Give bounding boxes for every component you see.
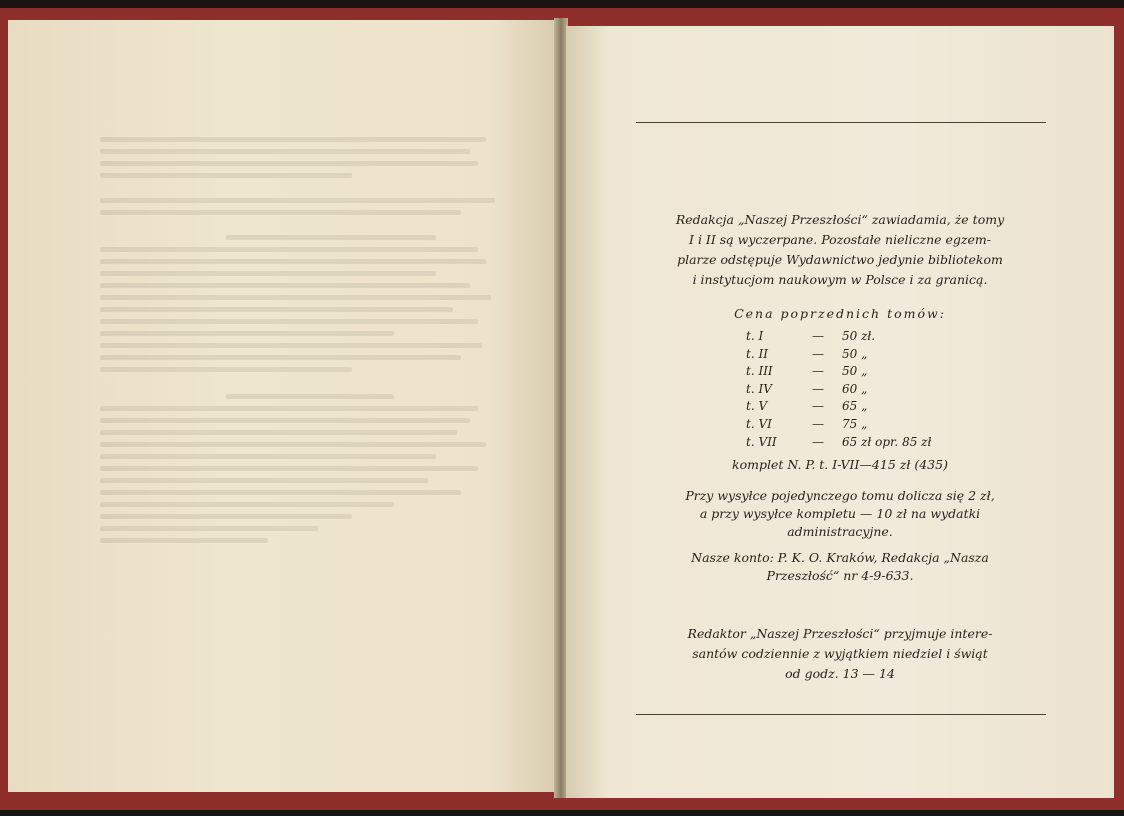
price-amount: 65 zł opr. 85 zł [842, 434, 932, 449]
price-dash: — [812, 399, 824, 414]
price-row [740, 381, 940, 399]
price-row [740, 434, 940, 452]
notice-line: plarze odstępuje Wydawnictwo jedynie bibliotekom [677, 252, 1003, 267]
price-row [740, 363, 940, 381]
notice-block [640, 210, 1040, 585]
price-row [740, 416, 940, 434]
bottom-rule [636, 714, 1046, 715]
price-dash: — [812, 434, 824, 449]
price-dash: — [812, 364, 824, 379]
price-row [740, 398, 940, 416]
price-volume: t. VI [746, 416, 772, 431]
top-rule [636, 122, 1046, 123]
price-amount: 65 „ [842, 399, 868, 414]
price-dash: — [812, 416, 824, 431]
price-volume: t. VII [746, 434, 777, 449]
account-line: Nasze konto: P. K. O. Kraków, Redakcja „Nasza [691, 550, 989, 566]
shipping-line: Przy wysyłce pojedynczego tomu dolicza się 2 zł, [685, 488, 995, 504]
shipping-line: a przy wysyłce kompletu — 10 zł na wydatki [699, 506, 981, 522]
price-volume: t. IV [746, 381, 772, 396]
notice-line: I i II są wyczerpane. Pozostałe nieliczne egzem- [689, 232, 991, 247]
bleed-through-text [100, 130, 520, 750]
editor-line: od godz. 13 — 14 [785, 666, 895, 681]
account-paragraph [640, 549, 1040, 585]
price-volume: t. I [746, 329, 764, 343]
price-amount: 75 „ [842, 416, 868, 431]
price-dash: — [812, 381, 824, 396]
price-amount: 60 „ [842, 381, 868, 396]
price-row [740, 328, 940, 346]
price-volume: t. II [746, 346, 768, 361]
notice-line: i instytucjom naukowym w Polsce i za granicą. [692, 272, 988, 287]
editor-paragraph [650, 624, 1030, 684]
price-dash: — [812, 329, 824, 343]
notice-line: Redakcja „Naszej Przeszłości“ zawiadamia, że tomy [675, 212, 1005, 227]
left-page [8, 20, 556, 792]
shipping-line: administracyjne. [787, 524, 893, 540]
editor-line: santów codziennie z wyjątkiem niedziel i świąt [692, 646, 988, 661]
komplet-line: komplet N. P. t. I-VII—415 zł (435) [732, 457, 948, 473]
account-line: Przeszłość“ nr 4-9-633. [766, 568, 914, 584]
price-volume: t. III [746, 364, 773, 379]
price-row [740, 346, 940, 364]
price-heading: Cena poprzednich tomów: [734, 306, 946, 321]
price-table [740, 328, 940, 451]
shipping-paragraph [640, 487, 1040, 541]
editor-line: Redaktor „Naszej Przeszłości“ przyjmuje intere- [687, 626, 993, 641]
price-amount: 50 zł. [842, 329, 876, 343]
notice-paragraph [640, 210, 1040, 290]
price-dash: — [812, 346, 824, 361]
price-amount: 50 „ [842, 346, 868, 361]
price-amount: 50 „ [842, 364, 868, 379]
price-volume: t. V [746, 399, 768, 414]
